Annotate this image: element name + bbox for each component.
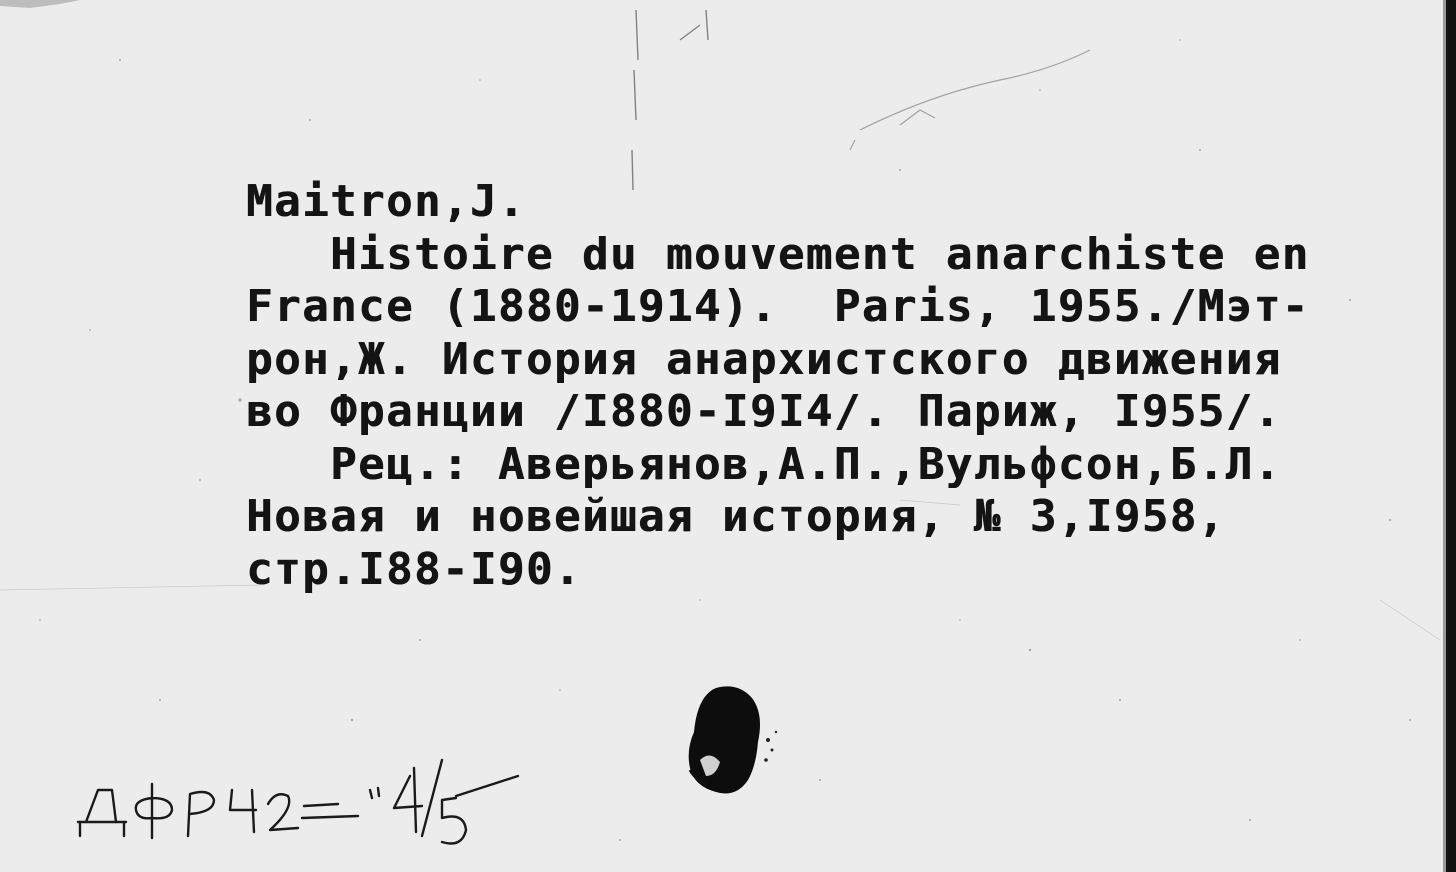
card-edge [1446,0,1456,872]
bibliographic-entry [246,176,1426,596]
entry-line-imprint: France (1880-1914). Paris, 1955./Мэт- [246,281,1310,332]
entry-line-review-source: Новая и новейшая история, № 3,I958, [246,491,1226,542]
handwritten-shelfmark [70,738,540,848]
entry-line-translation-imprint: во Франции /I880-I9I4/. Париж, I955/. [246,386,1282,437]
entry-line-author: Maitron,J. [246,176,526,227]
entry-line-pages: стр.I88-I90. [246,543,582,595]
entry-line-translation: рон,Ж. История анархистского движения [246,333,1282,385]
entry-line-review: Рец.: Аверьянов,А.П.,Вульфсон,Б.Л. [246,438,1282,490]
punch-hole [676,680,796,810]
entry-line-title: Histoire du mouvement anarchiste en [246,228,1310,280]
corner-stain [0,0,90,20]
